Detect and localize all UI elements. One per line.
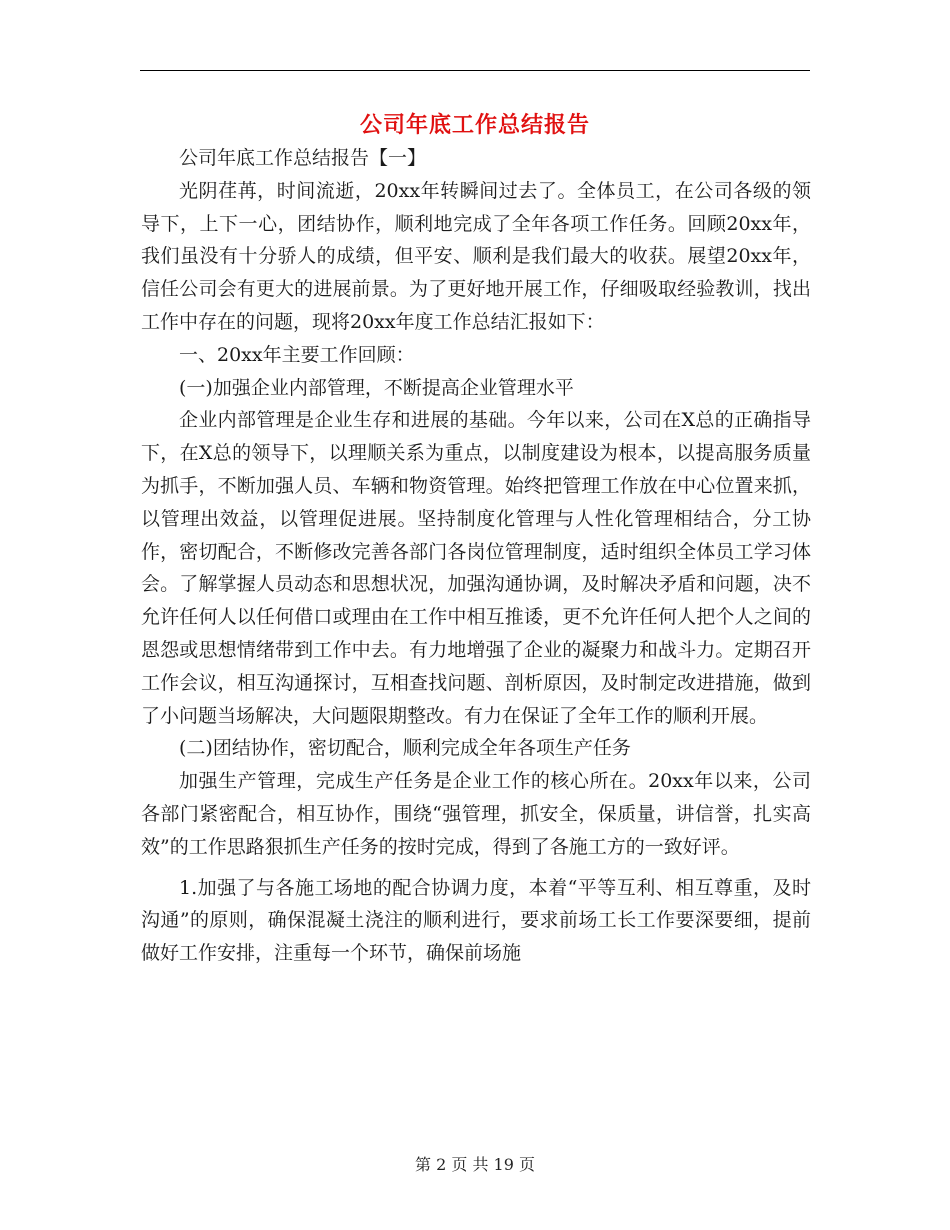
- page-number: 第 2 页 共 19 页: [415, 1155, 535, 1174]
- subsection-heading: 一、20xx年主要工作回顾：: [179, 343, 415, 366]
- document-title: 公司年底工作总结报告: [359, 112, 590, 138]
- document-body: [141, 142, 811, 970]
- body-paragraph: 加强生产管理，完成生产任务是企业工作的核心所在。20xx年以来，公司各部门紧密配合，相互协作，围绕“强管理，抓安全，保质量，讲信誉，扎实高效”的工作思路狠抓生产任务的按时完成，得到了各施工方的一致好评。: [141, 770, 811, 858]
- section-heading: 公司年底工作总结报告【一】: [179, 147, 427, 169]
- header-rule: [140, 70, 810, 71]
- body-paragraph: 光阴荏苒，时间流逝，20xx年转瞬间过去了。全体员工，在公司各级的领导下，上下一心，团结协作，顺利地完成了全年各项工作任务。回顾20xx年，我们虽没有十分骄人的成绩，但平安、顺利是我们最大的收获。展望20xx年，信任公司会有更大的进展前景。为了更好地开展工作，仔细吸取经验教训，找出工作中存在的问题，现将20xx年度工作总结汇报如下：: [141, 179, 811, 333]
- subsection-heading: (一)加强企业内部管理，不断提高企业管理水平: [179, 376, 574, 399]
- body-paragraph: 1.加强了与各施工场地的配合协调力度，本着“平等互利、相互尊重，及时沟通”的原则，确保混凝土浇注的顺利进行，要求前场工长工作要深要细，提前做好工作安排，注重每一个环节，确保前场施: [141, 876, 811, 965]
- body-paragraph: 企业内部管理是企业生存和进展的基础。今年以来，公司在X总的正确指导下，在X总的领导下，以理顺关系为重点，以制度建设为根本，以提高服务质量为抓手，不断加强人员、车辆和物资管理。始终把管理工作放在中心位置来抓，以管理出效益，以管理促进展。坚持制度化管理与人性化管理相结合，分工协作，密切配合，不断修改完善各部门各岗位管理制度，适时组织全体员工学习体会。了解掌握人员动态和思想状况，加强沟通协调，及时解决矛盾和问题，决不允许任何人以任何借口或理由在工作中相互推诿，更不允许任何人把个人之间的恩怨或思想情绪带到工作中去。有力地增强了企业的凝聚力和战斗力。定期召开工作会议，相互沟通探讨，互相查找问题、剖析原因，及时制定改进措施，做到了小问题当场解决，大问题限期整改。有力在保证了全年工作的顺利开展。: [141, 409, 811, 727]
- subsection-heading: (二)团结协作，密切配合，顺利完成全年各项生产任务: [179, 737, 631, 760]
